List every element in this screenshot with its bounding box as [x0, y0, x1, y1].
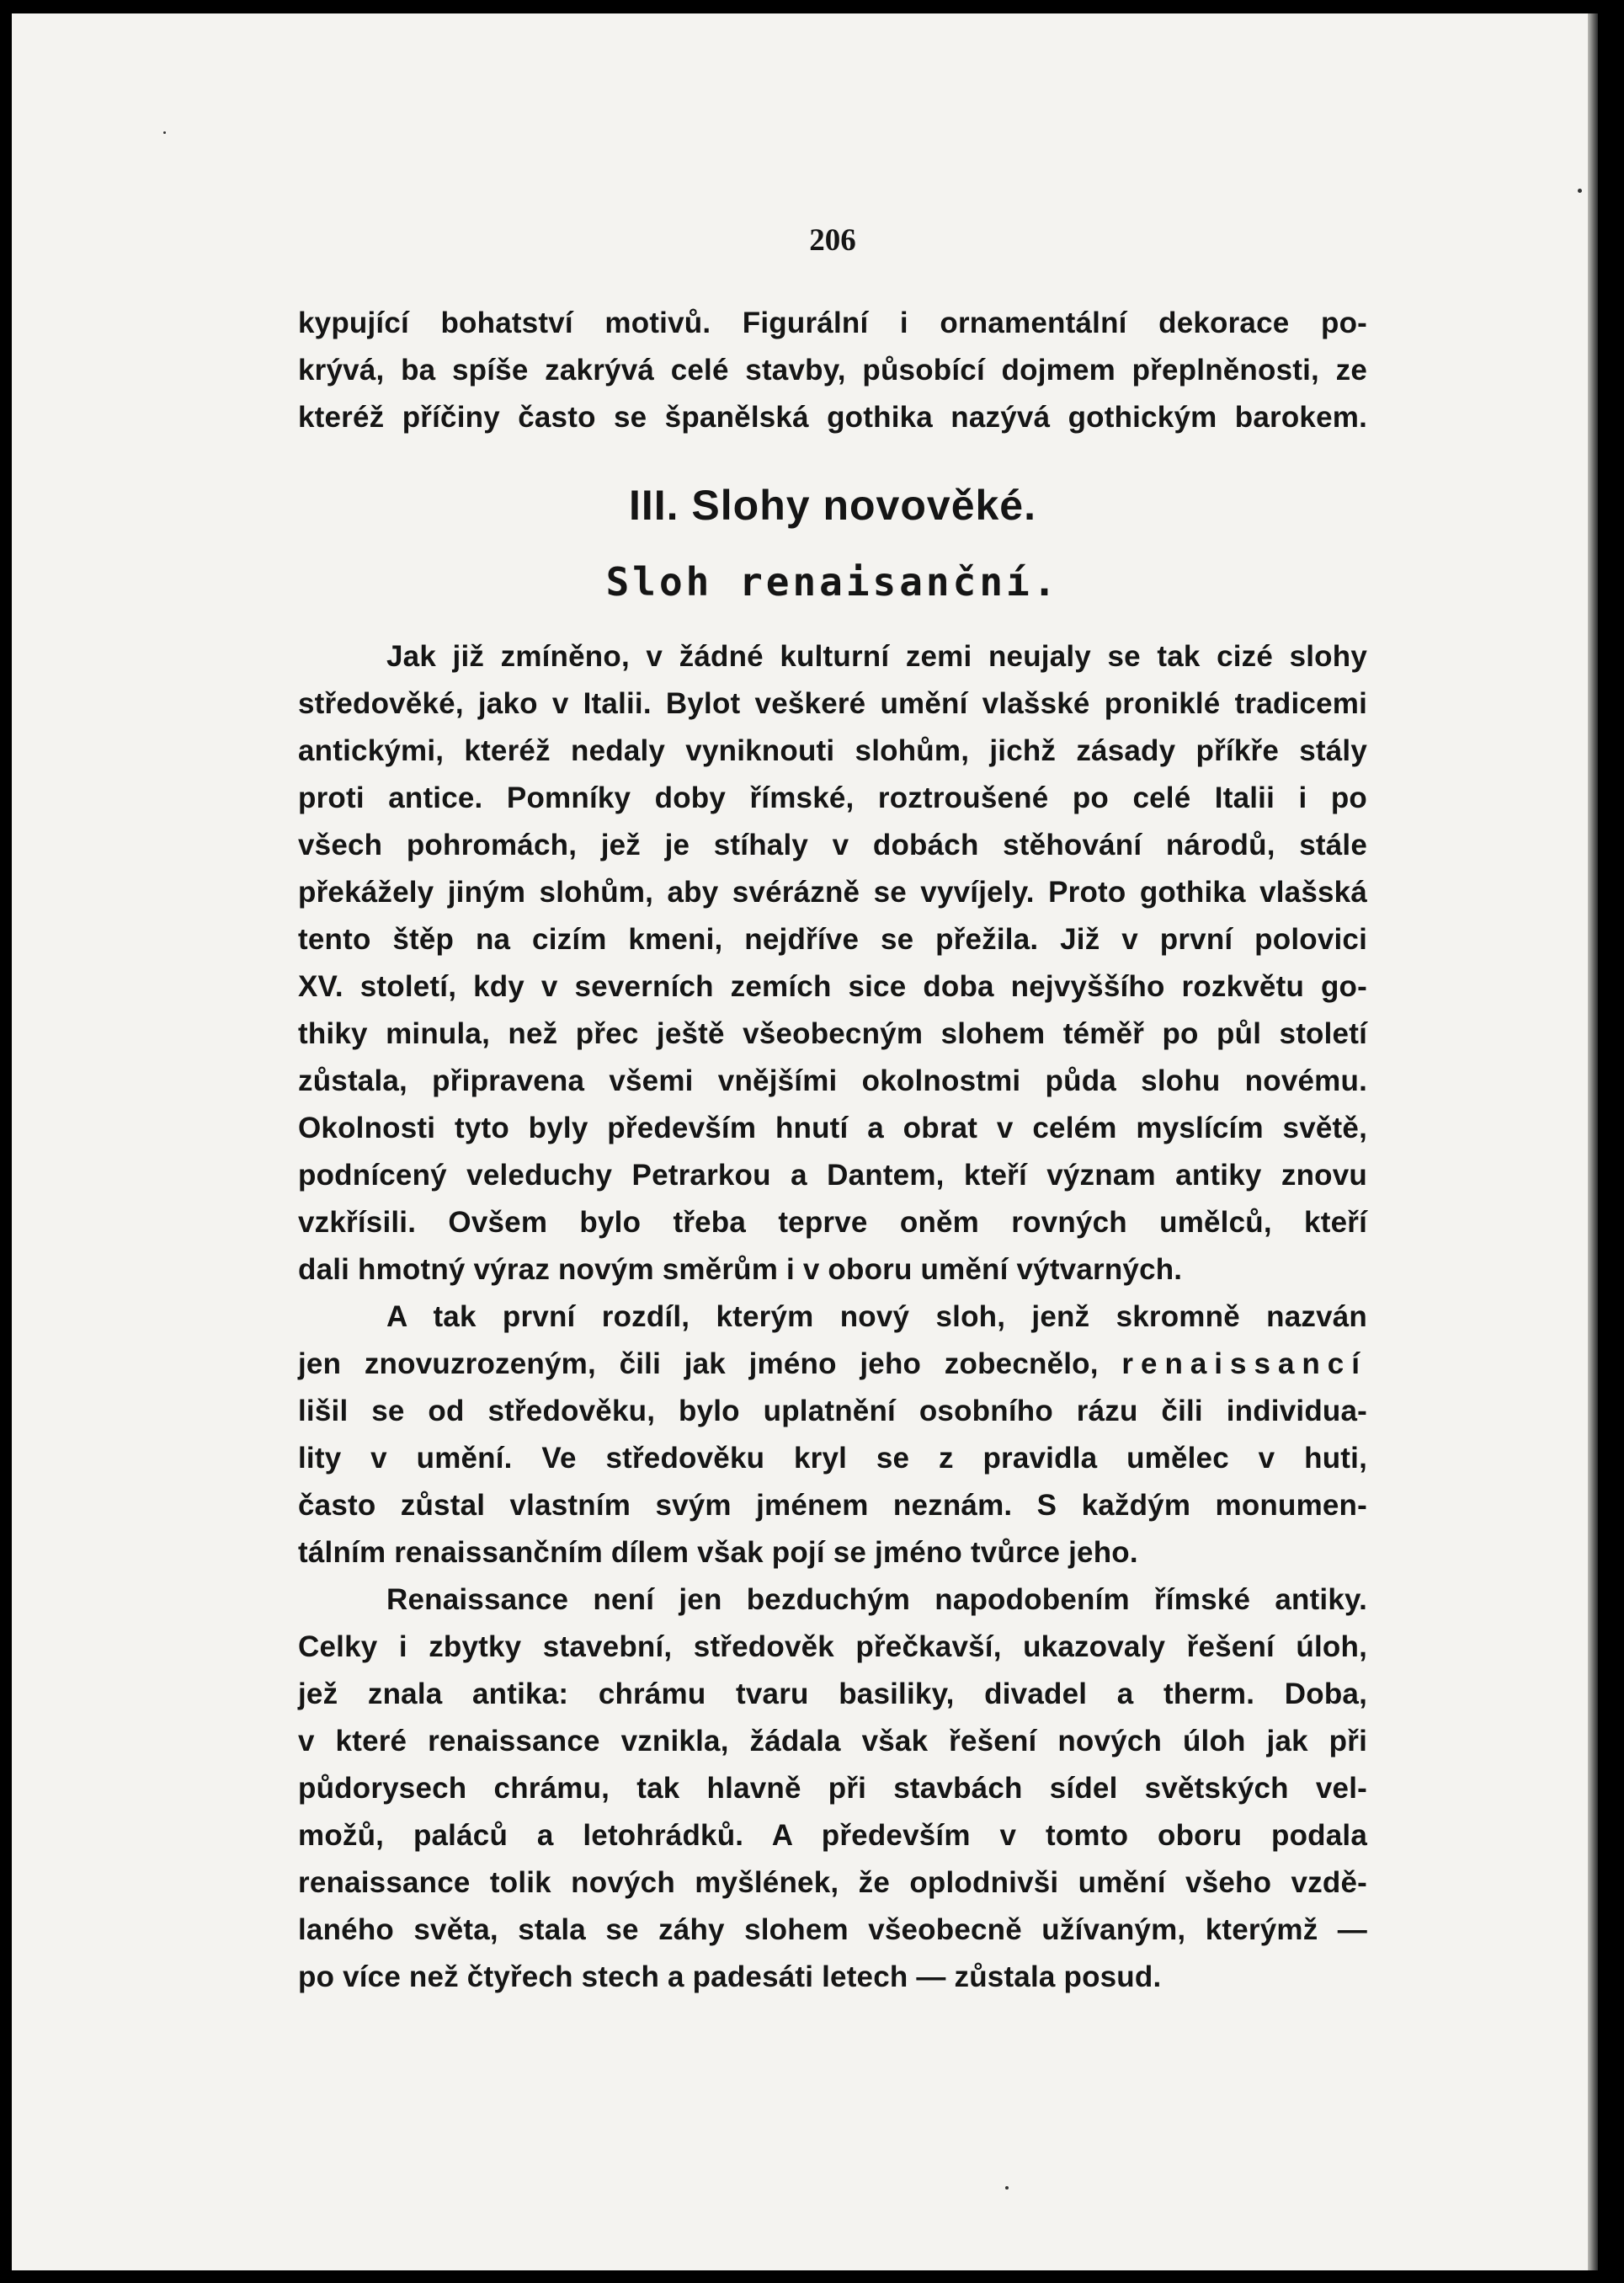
text-line: proti antice. Pomníky doby římské, roztroušené po celé Italii i po [298, 781, 1367, 814]
text-line: vzkřísili. Ovšem bylo třeba teprve oněm rovných umělců, kteří [298, 1206, 1367, 1239]
text-line: laného světa, stala se záhy slohem všeobecně užívaným, kterýmž — [298, 1913, 1367, 1946]
text-line: thiky minula, než přec ještě všeobecným slohem téměř po půl století [298, 1017, 1367, 1050]
scan-speck [1578, 189, 1582, 193]
text-line: půdorysech chrámu, tak hlavně při stavbách sídel světských vel- [298, 1772, 1367, 1805]
text-line: kteréž příčiny často se španělská gothika nazývá gothickým barokem. [298, 401, 1367, 434]
text-line: možů, paláců a letohrádků. A především v tomto oboru podala [298, 1819, 1367, 1852]
text-line: podnícený veleduchy Petrarkou a Dantem, kteří význam antiky znovu [298, 1159, 1367, 1192]
text-line: lišil se od středověku, bylo uplatnění osobního rázu čili individua- [298, 1395, 1367, 1427]
text-line: Okolnosti tyto byly především hnutí a obrat v celém myslícím světě, [298, 1112, 1367, 1144]
text-line: renaissance tolik nových myšlének, že oplodnivši umění všeho vzdě- [298, 1866, 1367, 1899]
text-line: středověké, jako v Italii. Bylot veškeré umění vlašské proniklé tradicemi [298, 687, 1367, 720]
text-line: kypující bohatství motivů. Figurální i ornamentální dekorace po- [298, 307, 1367, 339]
text-line: lity v umění. Ve středověku kryl se z pravidla umělec v huti, [298, 1442, 1367, 1475]
spaced-emphasis: renaissancí [1121, 1347, 1367, 1380]
page-number: 206 [809, 223, 856, 258]
text-line: jež znala antika: chrámu tvaru basiliky, divadel a therm. Doba, [298, 1678, 1367, 1710]
text-line: A tak první rozdíl, kterým nový sloh, jenž skromně nazván [386, 1300, 1367, 1333]
text-line: často zůstal vlastním svým jménem neznám. S každým monumen- [298, 1489, 1367, 1522]
chapter-heading: III. Slohy novověké. [628, 482, 1037, 529]
text-line: zůstala, připravena všemi vnějšími okolnostmi půda slohu novému. [298, 1064, 1367, 1097]
text-line: všech pohromách, jež je stíhaly v dobách stěhování národů, stále [298, 829, 1367, 861]
paragraph-3 [298, 1576, 1367, 2001]
text-line: po více než čtyřech stech a padesáti letech — zůstala posud. [298, 1960, 1162, 1993]
text-line [298, 1341, 1367, 1388]
text-line: XV. století, kdy v severních zemích sice doba nejvyššího rozkvětu go- [298, 970, 1367, 1003]
text-line: tálním renaissančním dílem však pojí se jméno tvůrce jeho. [298, 1536, 1138, 1569]
page-edge-shadow [1588, 13, 1598, 2270]
text-line: antickými, kteréž nedaly vyniknouti slohům, jichž zásady příkře stály [298, 734, 1367, 767]
text-line: tento štěp na cizím kmeni, nejdříve se přežila. Již v první polovici [298, 923, 1367, 956]
paragraph-1 [298, 633, 1367, 1294]
text-line: překážely jiným slohům, aby svérázně se vyvíjely. Proto gothika vlašská [298, 876, 1367, 909]
text-line: Renaissance není jen bezduchým napodobením římské antiky. [386, 1583, 1367, 1616]
text-line: v které renaissance vznikla, žádala však řešení nových úloh jak při [298, 1725, 1367, 1758]
text-fragment: jen znovuzrozeným, čili jak jméno jeho zobecnělo, [298, 1347, 1099, 1380]
paragraph-2 [298, 1294, 1367, 1576]
scan-speck [163, 131, 166, 134]
scan-speck [1005, 2186, 1009, 2190]
intro-paragraph [298, 300, 1367, 441]
text-line: Celky i zbytky stavební, středověk přečkavší, ukazovaly řešení úloh, [298, 1630, 1367, 1663]
text-line: krývá, ba spíše zakrývá celé stavby, působící dojmem přeplněnosti, ze [298, 354, 1367, 387]
scanned-page [12, 13, 1598, 2270]
text-line: dali hmotný výraz novým směrům i v oboru umění výtvarných. [298, 1253, 1183, 1286]
section-heading: Sloh renaisanční. [605, 559, 1060, 605]
text-line: Jak již zmíněno, v žádné kulturní zemi neujaly se tak cizé slohy [386, 640, 1367, 673]
